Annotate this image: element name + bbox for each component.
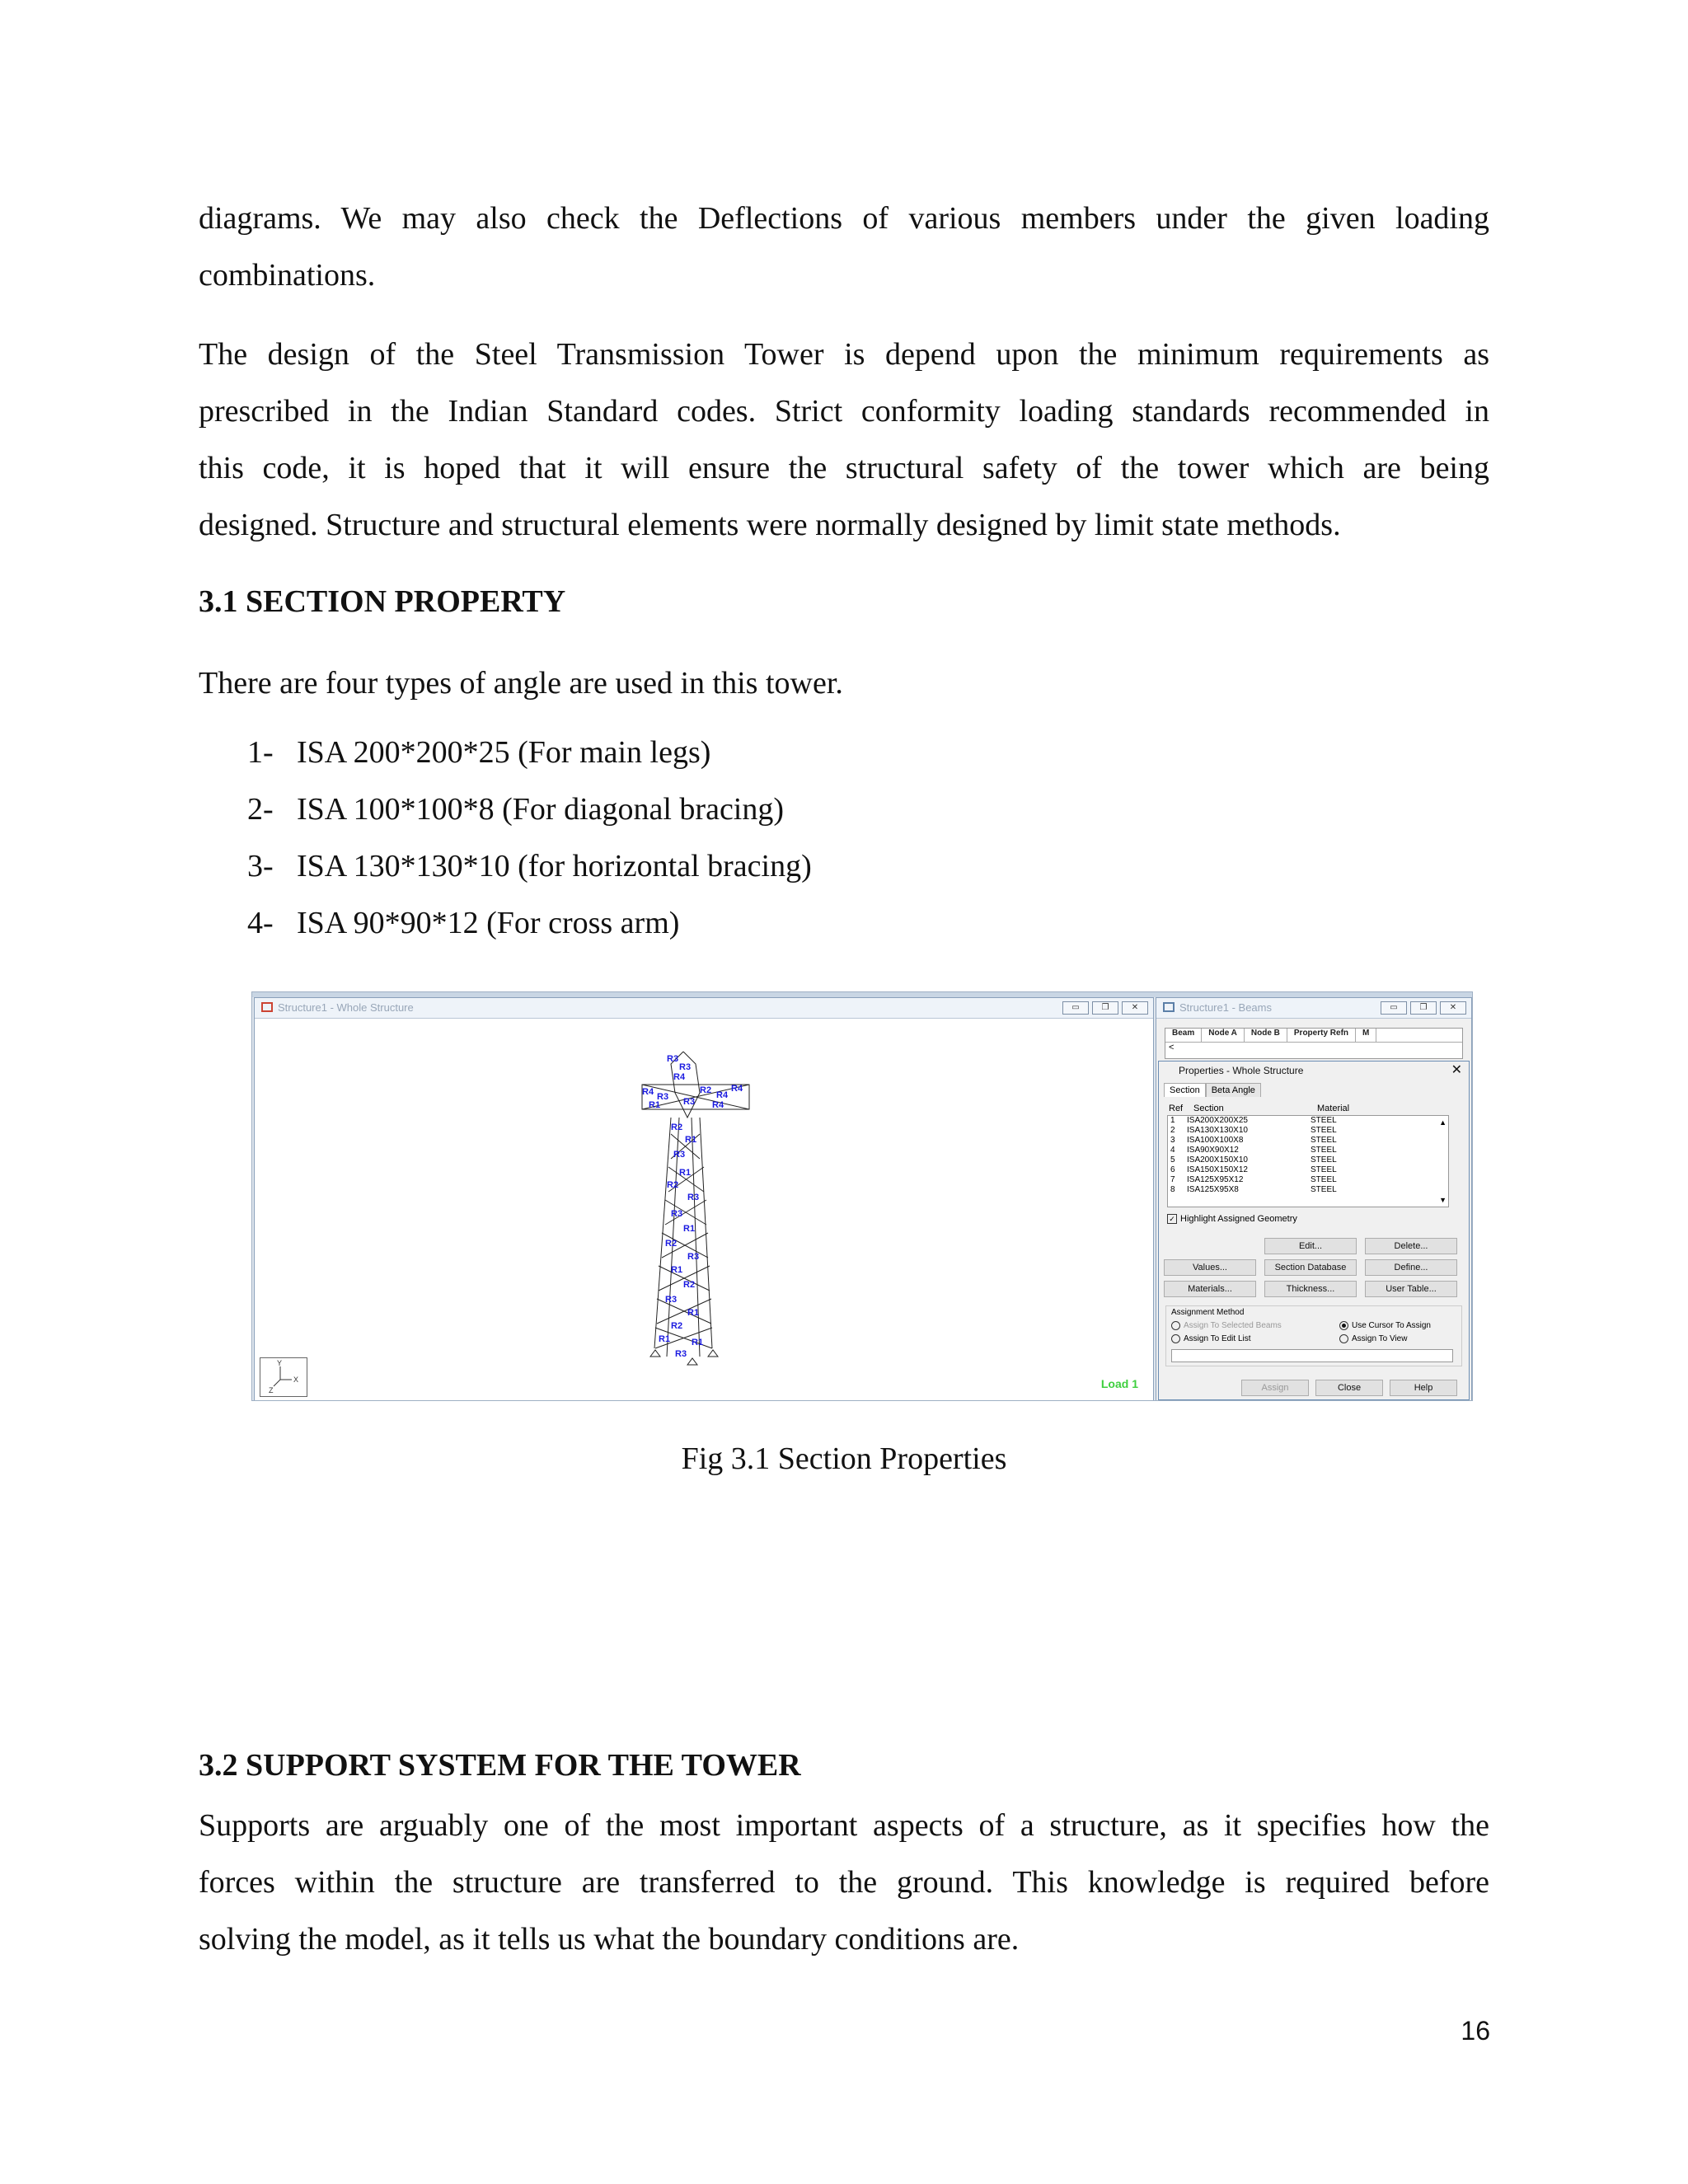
section-heading-3-1: 3.1 SECTION PROPERTY [199,584,566,619]
section-properties-screenshot [251,991,1473,1401]
close-button[interactable]: Close [1315,1380,1383,1396]
svg-text:R1: R1 [687,1308,700,1318]
section: ISA90X90X12 [1187,1146,1239,1155]
window-titlebar [1156,998,1471,1019]
paragraph-line: Supports are arguably one of the most important aspects of a structure, as it specifies how the [199,1808,1489,1843]
list-item[interactable] [1168,1136,1448,1146]
assign-to-view-radio[interactable] [1339,1334,1407,1343]
list-text: ISA 100*100*8 (For diagonal bracing) [297,792,785,827]
section: ISA125X95X8 [1187,1185,1239,1194]
user-table-button[interactable]: User Table... [1365,1281,1457,1297]
paragraph-line: prescribed in the Indian Standard codes. Strict conformity loading standards recommended in [199,394,1489,429]
list-item[interactable] [1168,1146,1448,1155]
dialog-title: Properties - Whole Structure [1179,1065,1304,1076]
svg-text:R4: R4 [673,1072,686,1082]
axis-indicator [260,1357,307,1397]
assign-selected-beams-radio[interactable] [1171,1321,1282,1330]
paragraph-line: The design of the Steel Transmission Tower is depend upon the minimum requirements as [199,337,1489,372]
svg-text:R4: R4 [716,1090,729,1100]
list-number: 4- [247,906,274,940]
column-header[interactable]: Beam [1165,1029,1202,1042]
radio-label: Assign To Selected Beams [1184,1321,1282,1331]
svg-text:R1: R1 [692,1338,704,1347]
section-database-button[interactable]: Section Database [1264,1259,1357,1276]
svg-text:R2: R2 [671,1321,683,1331]
svg-text:R3: R3 [675,1349,687,1359]
radio-icon[interactable] [1339,1334,1348,1343]
column-header: Ref [1169,1104,1184,1113]
column-header[interactable]: M [1356,1029,1376,1042]
values-button[interactable]: Values... [1164,1259,1256,1276]
list-item[interactable] [1168,1155,1448,1165]
tower-model-drawing [255,1019,1153,1400]
tab-section[interactable]: Section [1164,1083,1206,1097]
close-icon[interactable]: ✕ [1440,1001,1466,1015]
radio-icon[interactable] [1171,1321,1180,1330]
list-number: 3- [247,849,274,883]
radio-label: Use Cursor To Assign [1352,1321,1431,1331]
ref: 1 [1170,1116,1175,1125]
beams-window [1156,997,1472,1401]
material: STEEL [1311,1136,1337,1145]
ref: 2 [1170,1126,1175,1135]
svg-text:R4: R4 [731,1084,743,1094]
checkbox-label: Highlight Assigned Geometry [1180,1214,1297,1224]
list-item[interactable] [1168,1175,1448,1185]
beams-table-header [1165,1029,1462,1043]
svg-text:Z: Z [269,1386,274,1394]
ref: 4 [1170,1146,1175,1155]
paragraph-line: combinations. [199,258,376,293]
delete-button[interactable]: Delete... [1365,1238,1457,1254]
svg-text:R3: R3 [667,1054,679,1064]
window-controls [1062,1001,1148,1015]
svg-text:Y: Y [277,1359,283,1367]
minimize-icon[interactable]: ▭ [1381,1001,1407,1015]
maximize-icon[interactable]: ❐ [1092,1001,1118,1015]
svg-text:R4: R4 [712,1100,724,1110]
list-item[interactable] [1168,1126,1448,1136]
assign-button[interactable]: Assign [1241,1380,1309,1396]
axis-icon [260,1358,307,1396]
svg-text:R3: R3 [687,1193,700,1202]
material: STEEL [1311,1155,1337,1165]
ref: 8 [1170,1185,1175,1194]
thickness-button[interactable]: Thickness... [1264,1281,1357,1297]
material: STEEL [1311,1146,1337,1155]
angle-types-list [247,734,812,962]
svg-text:R3: R3 [687,1252,700,1262]
svg-text:R3: R3 [679,1062,692,1072]
paragraph-1 [199,190,1489,304]
assign-edit-list-radio[interactable] [1171,1334,1251,1343]
list-item[interactable] [1168,1185,1448,1195]
close-icon[interactable]: ✕ [1122,1001,1148,1015]
material: STEEL [1311,1116,1337,1125]
material: STEEL [1311,1165,1337,1174]
edit-button[interactable]: Edit... [1264,1238,1357,1254]
paragraph-line: designed. Structure and structural elements were normally designed by limit state methods. [199,508,1341,542]
svg-text:R3: R3 [671,1209,683,1219]
svg-text:R1: R1 [685,1135,697,1145]
column-header: Material [1317,1104,1350,1113]
paragraph-line: diagrams. We may also check the Deflections of various members under the given loading [199,201,1489,236]
section-list-header [1169,1104,1469,1113]
list-item [247,791,812,848]
dialog-titlebar [1159,1062,1469,1080]
window-icon [261,1002,273,1012]
svg-text:R1: R1 [659,1334,671,1344]
list-item[interactable] [1168,1116,1448,1126]
figure-caption: Fig 3.1 Section Properties [681,1441,1007,1476]
list-number: 2- [247,792,274,827]
list-item[interactable] [1168,1165,1448,1175]
window-controls [1381,1001,1466,1015]
ref: 5 [1170,1155,1175,1165]
scroll-down-icon[interactable]: ▼ [1439,1196,1447,1204]
section: ISA130X130X10 [1187,1126,1248,1135]
define-button[interactable]: Define... [1365,1259,1457,1276]
svg-text:R2: R2 [667,1180,679,1190]
ref: 7 [1170,1175,1175,1184]
section-heading-3-2: 3.2 SUPPORT SYSTEM FOR THE TOWER [199,1748,801,1783]
paragraph-2 [199,326,1489,554]
column-header: Section [1193,1104,1224,1113]
help-button[interactable]: Help [1390,1380,1457,1396]
svg-text:R1: R1 [671,1265,683,1275]
section: ISA200X150X10 [1187,1155,1248,1165]
section: ISA100X100X8 [1187,1136,1244,1145]
paragraph-4 [199,1797,1489,1968]
svg-text:R2: R2 [665,1239,678,1249]
svg-text:R1: R1 [679,1168,692,1178]
section-list[interactable] [1167,1115,1449,1207]
page-number: 16 [1461,2016,1490,2046]
group-title: Assignment Method [1171,1308,1245,1317]
list-text: ISA 90*90*12 (For cross arm) [297,906,680,940]
list-text: ISA 200*200*25 (For main legs) [297,735,711,770]
load-case-label: Load 1 [1100,1377,1138,1390]
assignment-method-group [1165,1305,1462,1366]
materials-button[interactable]: Materials... [1164,1281,1256,1297]
column-header[interactable]: Node A [1202,1029,1245,1042]
highlight-assigned-geometry-checkbox[interactable] [1167,1214,1469,1224]
svg-text:R1: R1 [649,1100,661,1110]
edit-list-input[interactable] [1171,1349,1453,1362]
paragraph-line: solving the model, as it tells us what the boundary conditions are. [199,1922,1020,1957]
radio-selected-icon[interactable] [1339,1321,1348,1330]
svg-text:R2: R2 [671,1122,683,1132]
tab-beta-angle[interactable]: Beta Angle [1206,1083,1261,1097]
material: STEEL [1311,1185,1337,1194]
material: STEEL [1311,1126,1337,1135]
beams-table [1165,1028,1463,1059]
svg-text:R1: R1 [683,1224,696,1234]
close-icon[interactable]: ✕ [1451,1063,1462,1077]
list-number: 1- [247,735,274,770]
ref: 6 [1170,1165,1175,1174]
column-header[interactable]: Node B [1245,1029,1287,1042]
svg-text:R3: R3 [683,1097,696,1107]
svg-text:X: X [293,1376,299,1384]
section: ISA200X200X25 [1187,1116,1248,1125]
list-text: ISA 130*130*10 (for horizontal bracing) [297,849,812,883]
svg-text:R3: R3 [673,1150,686,1160]
svg-text:R2: R2 [683,1280,696,1290]
radio-label: Assign To View [1352,1334,1408,1344]
radio-label: Assign To Edit List [1184,1334,1251,1344]
ref: 3 [1170,1136,1175,1145]
checkbox-checked-icon[interactable]: ✓ [1167,1214,1177,1224]
window-titlebar [255,998,1153,1019]
dialog-tabs [1164,1083,1464,1097]
window-icon [1163,1002,1175,1012]
paragraph-line: There are four types of angle are used in this tower. [199,666,843,701]
svg-text:R3: R3 [657,1092,669,1102]
window-title: Structure1 - Whole Structure [278,1001,414,1014]
paragraph-line: this code, it is hoped that it will ensure the structural safety of the tower which are being [199,451,1489,485]
section: ISA125X95X12 [1187,1175,1244,1184]
svg-text:R2: R2 [700,1085,712,1095]
properties-dialog [1158,1061,1470,1400]
paragraph-3 [199,655,1489,712]
section: ISA150X150X12 [1187,1165,1248,1174]
material: STEEL [1311,1175,1337,1184]
whole-structure-window [254,997,1154,1401]
column-header[interactable]: Property Refn [1287,1029,1356,1042]
list-item [247,905,812,962]
scroll-up-icon[interactable]: ▲ [1439,1118,1447,1127]
maximize-icon[interactable]: ❐ [1410,1001,1437,1015]
list-item [247,734,812,791]
svg-text:R4: R4 [642,1087,654,1097]
minimize-icon[interactable]: ▭ [1062,1001,1089,1015]
use-cursor-radio[interactable] [1339,1321,1431,1330]
list-item [247,848,812,905]
scroll-left-icon[interactable]: < [1169,1043,1175,1052]
window-title: Structure1 - Beams [1179,1001,1272,1014]
radio-icon[interactable] [1171,1334,1180,1343]
svg-text:R3: R3 [665,1295,678,1305]
paragraph-line: forces within the structure are transferred to the ground. This knowledge is required before [199,1865,1489,1900]
model-canvas[interactable] [255,1019,1153,1400]
